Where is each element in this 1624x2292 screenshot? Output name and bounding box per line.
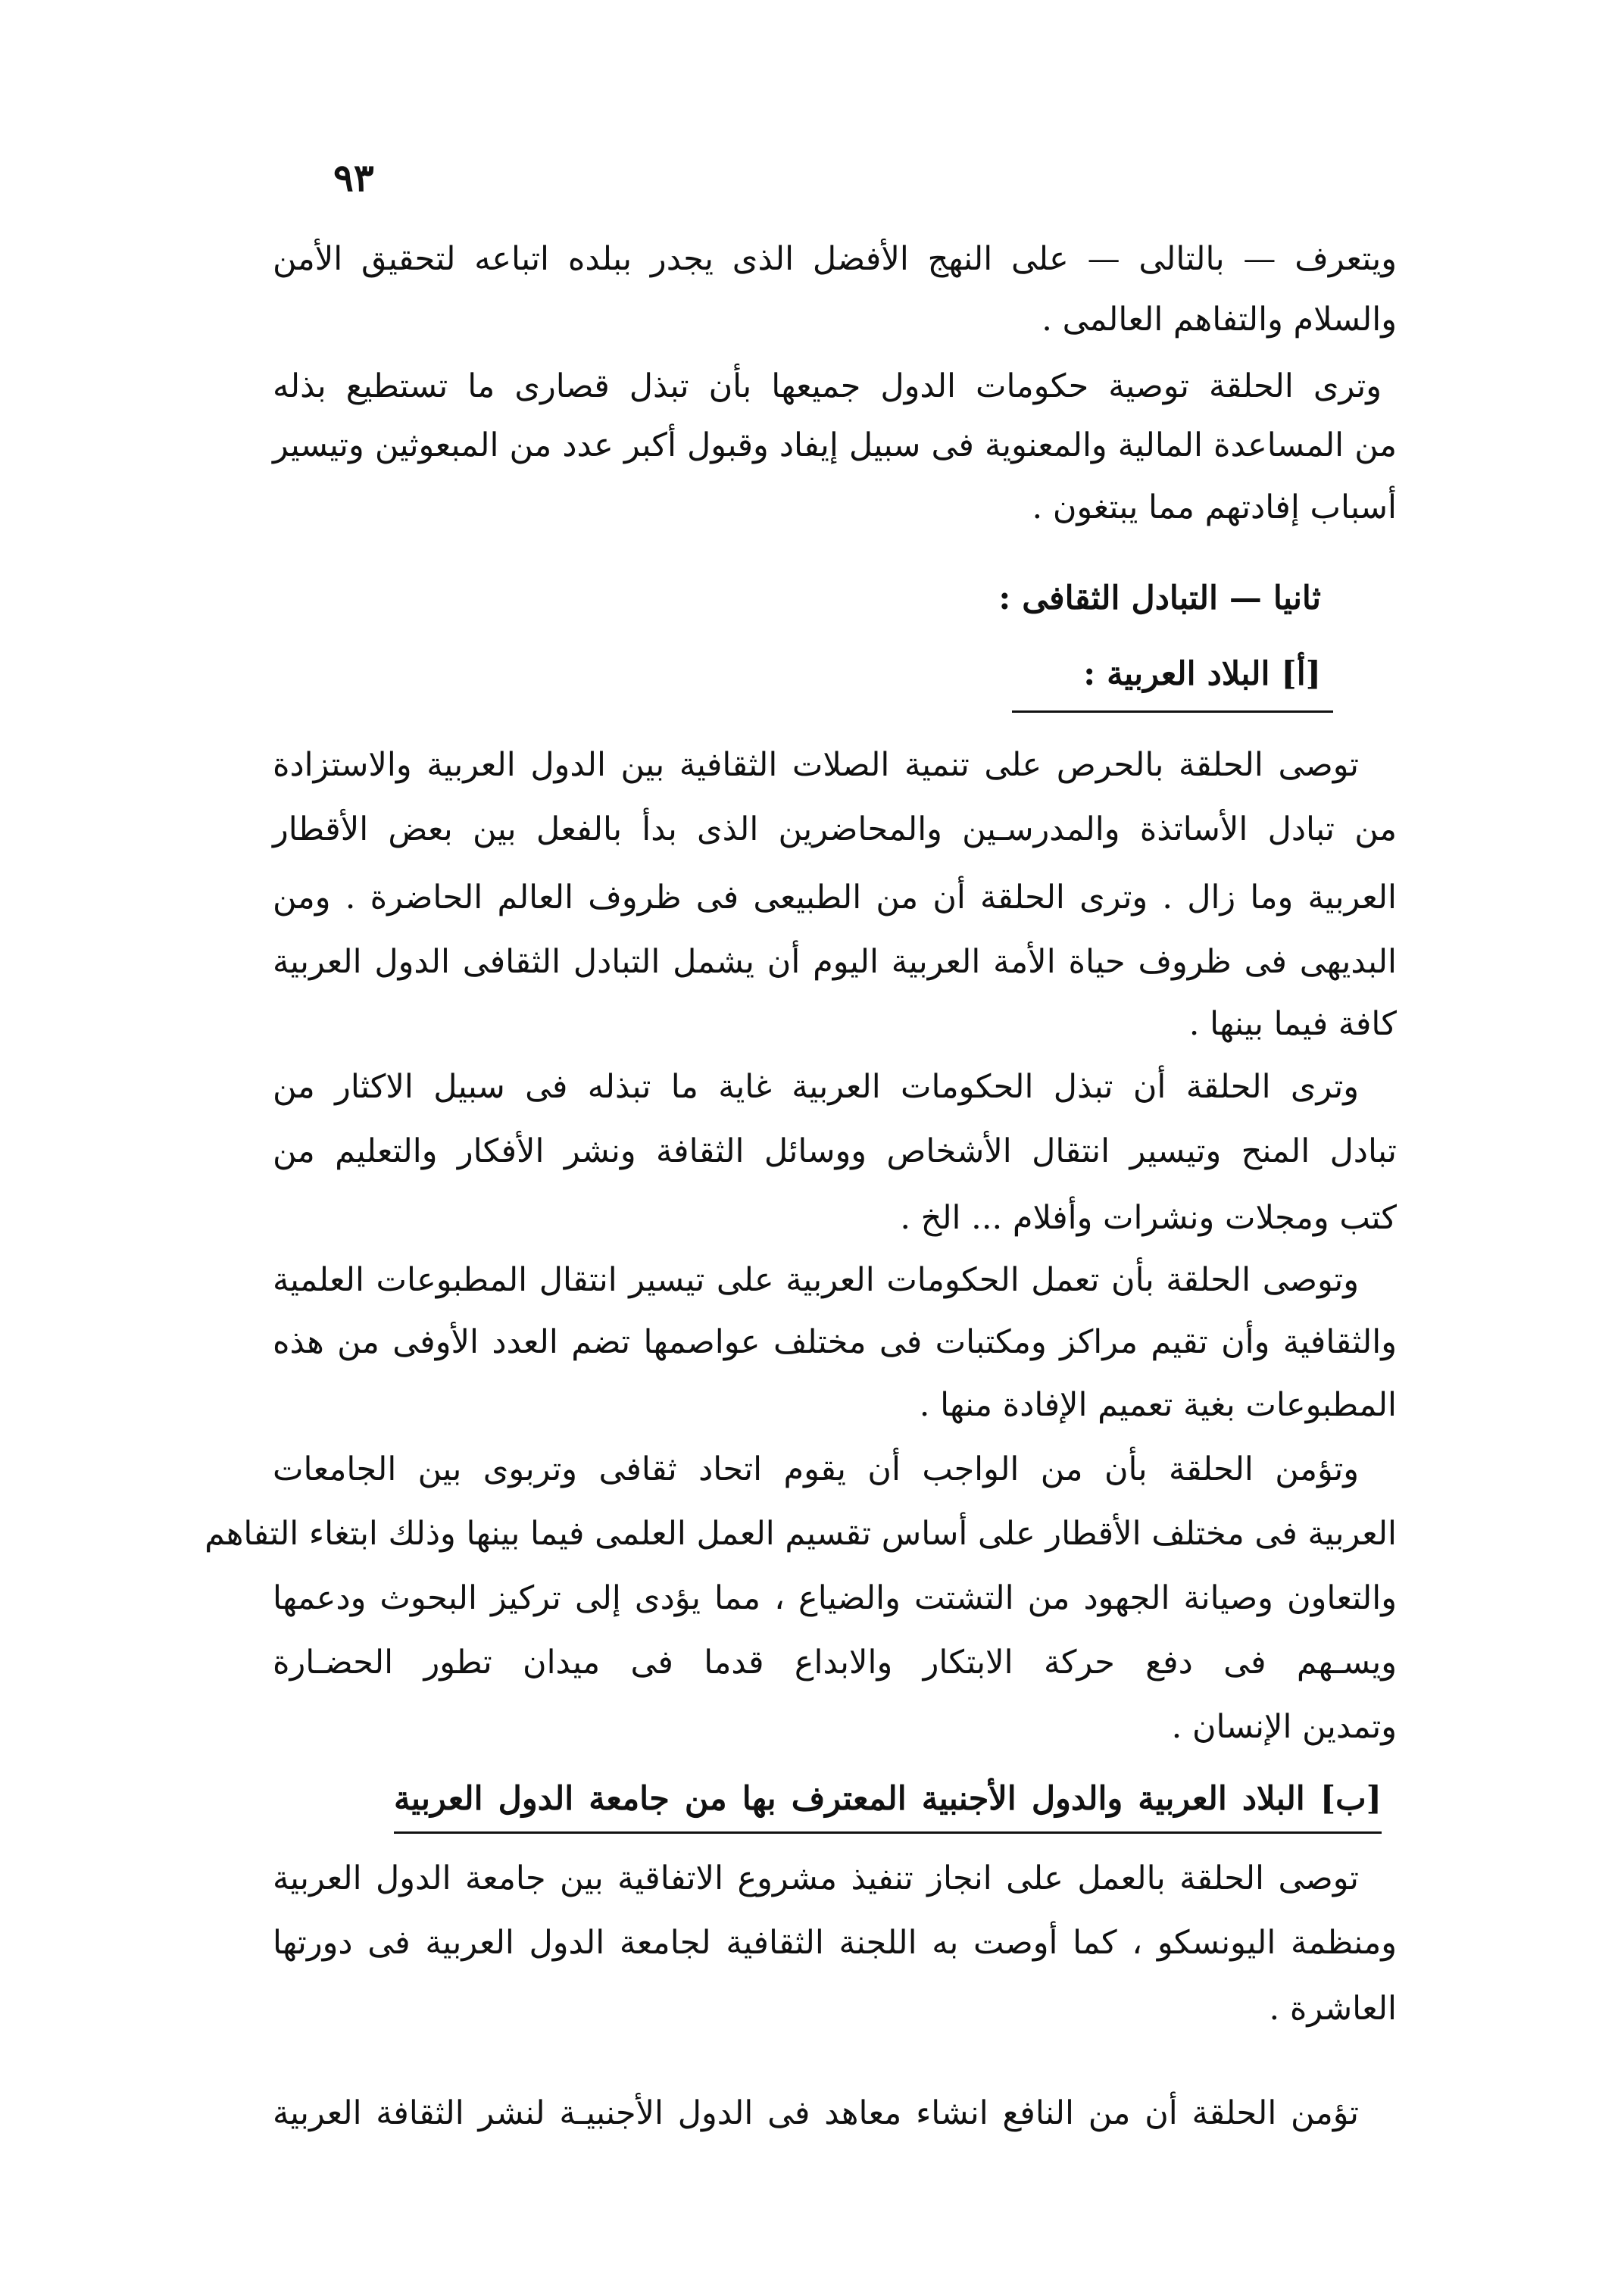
page-number: ٩٣ <box>333 155 374 200</box>
text-line: كتب ومجلات ونشرات وأفلام ... الخ . <box>900 1199 1397 1237</box>
text-line: وترى الحلقة أن تبذل الحكومات العربية غاية ما تبذله فى سبيل الاكثار من <box>273 1068 1359 1106</box>
text-line: ويسـهم فى دفع حركة الابتكار والابداع قدما فى ميدان تطور الحضـارة <box>273 1644 1397 1682</box>
text-line: ويتعرف — بالتالى — على النهج الأفضل الذى يجدر ببلده اتباعه لتحقيق الأمن <box>273 240 1397 278</box>
text-line: والسلام والتفاهم العالمى . <box>1042 301 1397 339</box>
text-line: من تبادل الأساتذة والمدرسـين والمحاضرين الذى بدأ بالفعل بين بعض الأقطار <box>273 810 1397 848</box>
text-line: وتمدين الإنسان . <box>1171 1708 1397 1746</box>
text-line: من المساعدة المالية والمعنوية فى سبيل إيفاد وقبول أكبر عدد من المبعوثين وتيسير <box>273 426 1397 464</box>
text-line: والتعاون وصيانة الجهود من التشتت والضياع ، مما يؤدى إلى تركيز البحوث ودعمها <box>273 1579 1397 1617</box>
text-line: وتؤمن الحلقة بأن من الواجب أن يقوم اتحاد ثقافى وتربوى بين الجامعات <box>273 1450 1359 1488</box>
text-line: العربية وما زال . وترى الحلقة أن من الطبيعى فى ظروف العالم الحاضرة . ومن <box>273 879 1397 916</box>
text-line: وتوصى الحلقة بأن تعمل الحكومات العربية على تيسير انتقال المطبوعات العلمية <box>273 1261 1359 1299</box>
subsection-heading: [أ] البلاد العربية : <box>1083 655 1321 693</box>
text-line: توصى الحلقة بالعمل على انجاز تنفيذ مشروع الاتفاقية بين جامعة الدول العربية <box>273 1860 1359 1897</box>
subsection-heading: [ب] البلاد العربية والدول الأجنبية المعترف بها من جامعة الدول العربية <box>394 1780 1382 1818</box>
text-line: أسباب إفادتهم مما يبتغون . <box>1032 489 1397 526</box>
text-line: والثقافية وأن تقيم مراكز ومكتبات فى مختلف عواصمها تضم العدد الأوفى من هذه <box>273 1323 1397 1361</box>
text-line: العاشرة . <box>1269 1990 1397 2028</box>
text-line: كافة فيما بينها . <box>1188 1005 1397 1043</box>
text-line: ومنظمة اليونسكو ، كما أوصت به اللجنة الثقافية لجامعة الدول العربية فى دورتها <box>273 1924 1397 1962</box>
text-line: تؤمن الحلقة أن من النافع انشاء معاهد فى الدول الأجنبيـة لنشر الثقافة العربية <box>273 2094 1359 2132</box>
text-line: تبادل المنح وتيسير انتقال الأشخاص ووسائل الثقافة ونشر الأفكار والتعليم من <box>273 1132 1397 1170</box>
heading-underline <box>1012 710 1333 713</box>
text-line: توصى الحلقة بالحرص على تنمية الصلات الثقافية بين الدول العربية والاستزادة <box>273 746 1359 784</box>
heading-underline <box>394 1831 1382 1834</box>
text-line: البديهى فى ظروف حياة الأمة العربية اليوم أن يشمل التبادل الثقافى الدول العربية <box>273 943 1397 981</box>
section-heading: ثانيا — التبادل الثقافى : <box>998 579 1321 617</box>
text-line: العربية فى مختلف الأقطار على أساس تقسيم العمل العلمى فيما بينها وذلك ابتغاء التفاهم <box>205 1515 1397 1553</box>
text-line: المطبوعات بغية تعميم الإفادة منها . <box>919 1386 1397 1424</box>
text-line: وترى الحلقة توصية حكومات الدول جميعها بأن تبذل قصارى ما تستطيع بذله <box>273 367 1382 405</box>
